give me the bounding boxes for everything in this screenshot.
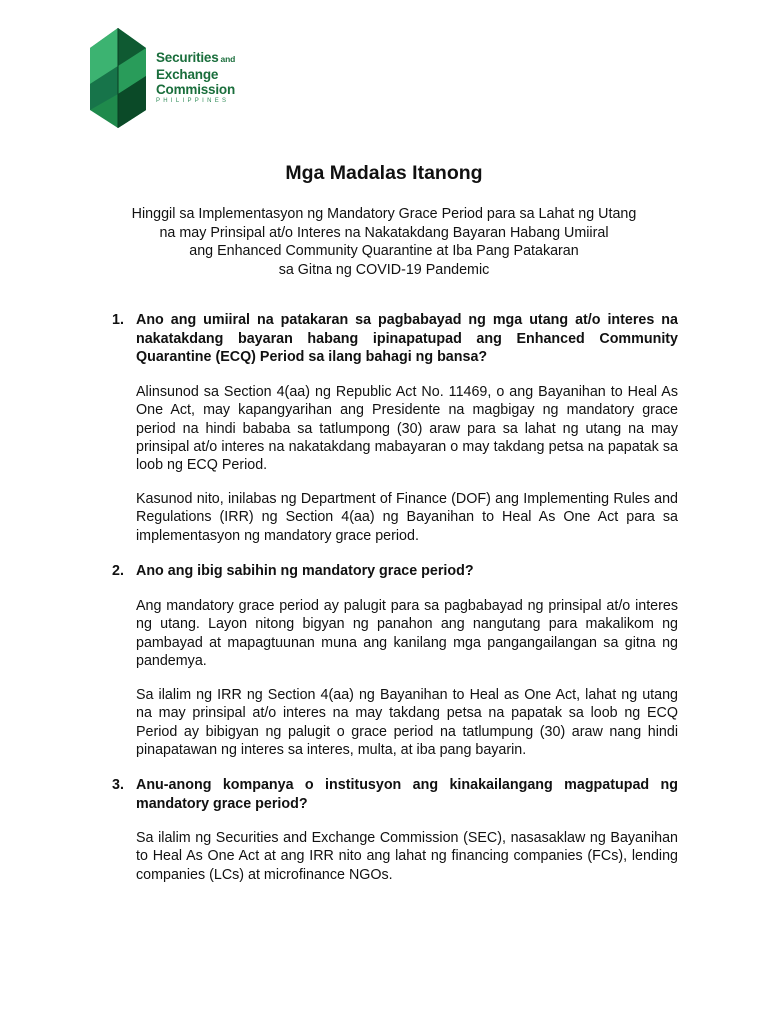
logo-line-commission: Commission	[156, 82, 236, 97]
faq-answer-1-2: Kasunod nito, inilabas ng Department of Finance (DOF) ang Implementing Rules and Regulations (IRR) ng Section 4(aa) ng Bayanihan to Heal As One Act para sa implementasyon ng mandatory grace period.	[136, 491, 678, 544]
page-title: Mga Madalas Itanong	[285, 162, 483, 184]
faq-number: 2.	[112, 563, 124, 579]
faq-number: 1.	[112, 312, 124, 328]
faq-question-2	[112, 562, 678, 581]
sec-logo-wordmark	[156, 50, 235, 104]
faq-question-text: Anu-anong kompanya o institusyon ang kinakailangang magpatupad ng mandatory grace period?	[136, 777, 678, 812]
faq-number: 3.	[112, 777, 124, 793]
subtitle-line: Hinggil sa Implementasyon ng Mandatory Grace Period para sa Lahat ng Utang	[131, 206, 637, 222]
faq-question-text: Ano ang ibig sabihin ng mandatory grace period?	[136, 563, 474, 579]
sec-logo	[88, 26, 235, 130]
page-subtitle	[100, 205, 668, 279]
logo-line-securities: Securities	[156, 50, 219, 65]
logo-line-philippines: PHILIPPINES	[156, 98, 230, 104]
faq-answer-2-1: Ang mandatory grace period ay palugit para sa pagbabayad ng prinsipal at/o interes ng utang. Layon nitong bigyan ng panahon ang nangutang para makalikom ng pambayad at mapagtuunan muna ang kanilang mga pangangailangan sa gitna ng pandemya.	[136, 598, 678, 669]
faq-answer-3-1: Sa ilalim ng Securities and Exchange Commission (SEC), nasasaklaw ng Bayanihan to Heal As One Act at ang IRR nito ang lahat ng financing companies (FCs), lending companies (LCs) at microfinance NGOs.	[136, 830, 678, 883]
faq-question-1	[112, 311, 678, 367]
faq-question-3	[112, 776, 678, 813]
subtitle-line: na may Prinsipal at/o Interes na Nakatakdang Bayaran Habang Umiiral	[159, 224, 609, 241]
faq-question-text: Ano ang umiiral na patakaran sa pagbabayad ng mga utang at/o interes na nakatakdang bayaran habang ipinapatupad ang Enhanced Community Quarantine (ECQ) Period sa ilang bahagi ng bansa?	[136, 312, 678, 365]
faq-answer-1-1: Alinsunod sa Section 4(aa) ng Republic Act No. 11469, o ang Bayanihan to Heal As One Act, may kapangyarihan ang Presidente na magbigay ng mandatory grace period na hindi bababa sa tatlumpong (30) araw para sa lahat ng utang na may prinsipal at/o interes na nakatakdang mabayaran o may takdang petsa na papatak sa loob ng ECQ Period.	[136, 384, 678, 474]
faq-answer-2-2: Sa ilalim ng IRR ng Section 4(aa) ng Bayanihan to Heal as One Act, lahat ng utang na may prinsipal at/o interes na may takdang petsa na papatak sa loob ng ECQ Period ay bibigyan ng palugit o grace period na tatlumpung (30) araw nang hindi pinapatawan ng interes sa interes, multa, at iba pang bayarin.	[136, 687, 678, 758]
logo-line-and: and	[220, 54, 236, 64]
subtitle-line: ang Enhanced Community Quarantine at Iba Pang Patakaran	[189, 243, 579, 259]
logo-line-exchange: Exchange	[156, 67, 219, 82]
sec-logo-mark-icon	[88, 26, 148, 130]
subtitle-line: sa Gitna ng COVID-19 Pandemic	[278, 261, 490, 278]
